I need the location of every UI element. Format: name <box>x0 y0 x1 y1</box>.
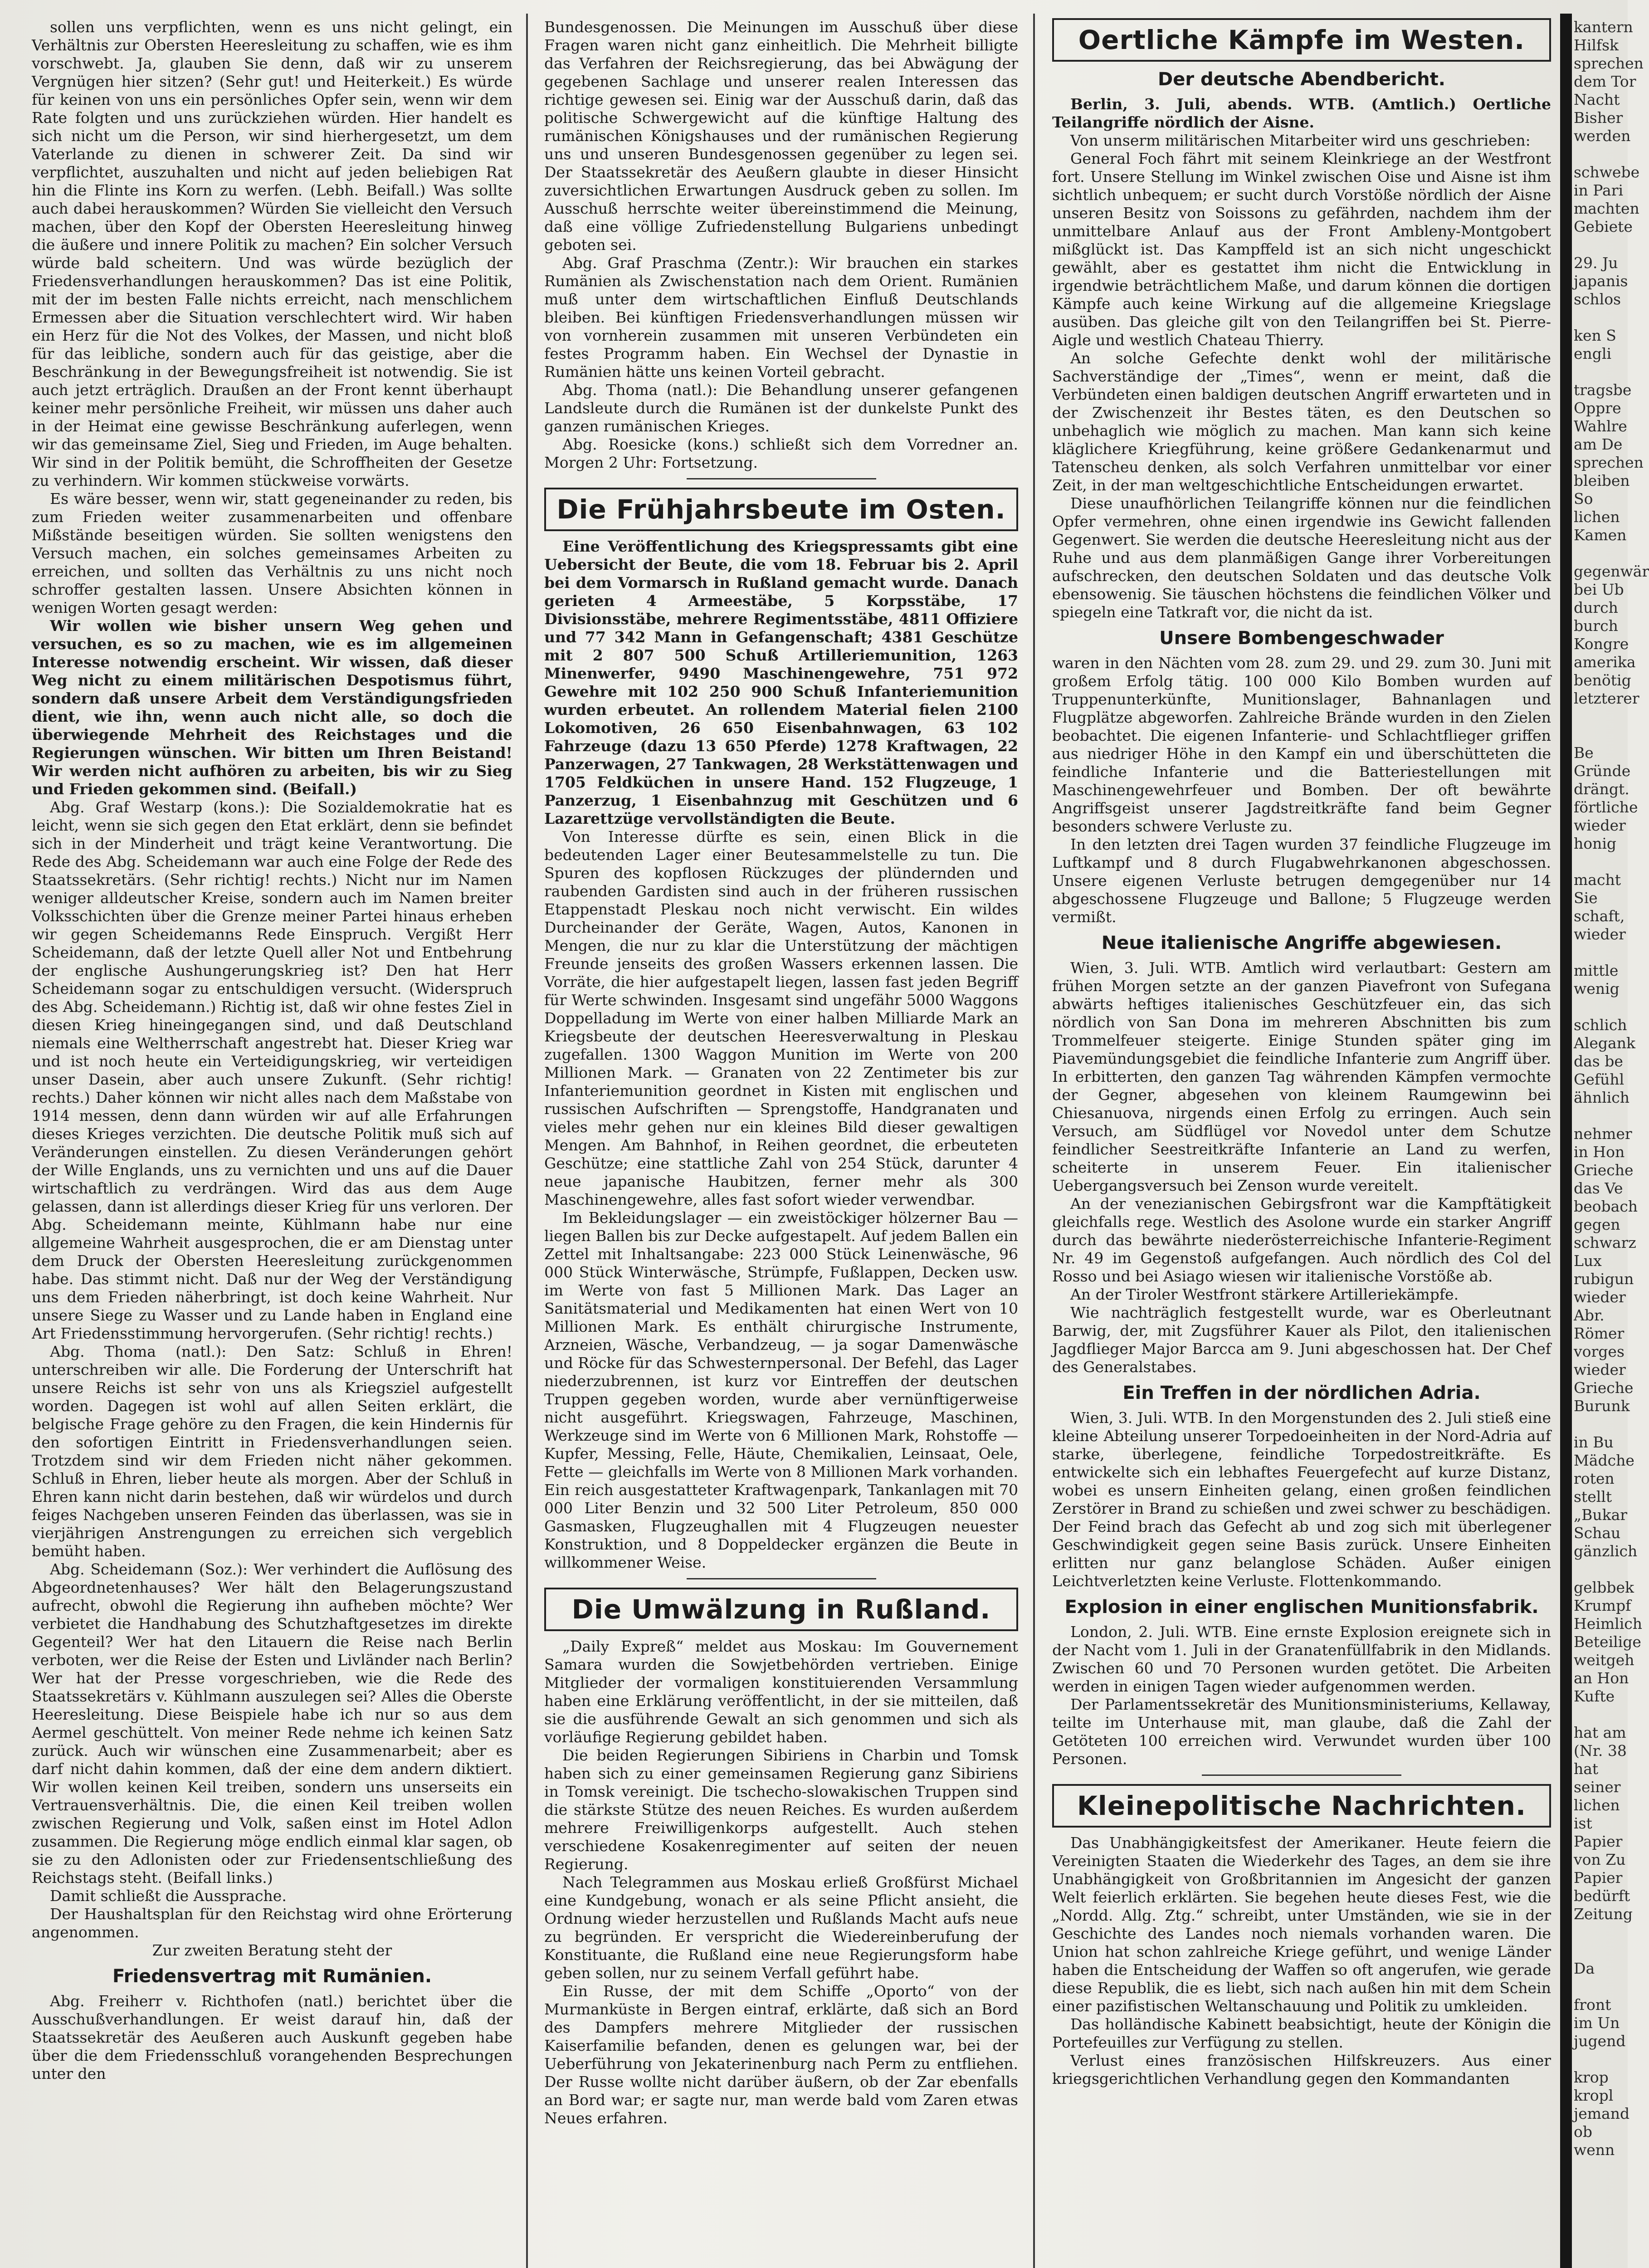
separator <box>687 1578 876 1579</box>
cutoff-line: bleiben <box>1574 472 1630 489</box>
paragraph: Abg. Thoma (natl.): Den Satz: Schluß in Ehren! unterschreiben wir alle. Die Forderung der Unterschrift hat unsere Reichs ist sehr von uns als Kriegsziel aufgestellt worden. Dagegen ist wohl auf allen Seiten erklärt, die belgische Frage gehöre zu den Fragen, die kein Hindernis für den sofortigen Eintritt in Friedensverhandlungen seien. Trotzdem sind wir dem Frieden nicht näher gekommen. Schluß in Ehren, lieber heute als morgen. Aber der Schluß in Ehren kann nicht darin bestehen, daß wir würdelos und durch feiges Nachgeben unseren Feinden das überlassen, was sie in vierjährigen Anstrengungen zu erreichen sich vergeblich bemüht haben. <box>32 1343 512 1560</box>
cutoff-line <box>1574 726 1628 744</box>
paragraph: Der Parlamentssekretär des Munitionsministeriums, Kellaway, teilte im Unterhause mit, man glaube, daß die Zahl der Getöteten 100 erreichen wird. Verwundet wurden über 100 Personen. <box>1052 1696 1551 1768</box>
cutoff-line: rubigun <box>1574 1270 1634 1288</box>
cutoff-line: ähnlich <box>1574 1089 1630 1106</box>
cutoff-line <box>1574 1941 1628 1960</box>
cutoff-line: an Hon <box>1574 1669 1629 1687</box>
cutoff-line: honig <box>1574 835 1617 852</box>
cutoff-line <box>1574 145 1628 163</box>
cutoff-line: vorges <box>1574 1343 1625 1360</box>
cutoff-line: stellt <box>1574 1488 1612 1505</box>
cutoff-line: kropl <box>1574 2087 1614 2104</box>
paragraph: Berlin, 3. Juli, abends. WTB. (Amtlich.) Oertliche Teilangriffe nördlich der Aisne. <box>1052 95 1551 131</box>
paragraph: Abg. Freiherr v. Richthofen (natl.) berichtet über die Ausschußverhandlungen. Er weist darauf hin, daß der Staatssekretär des Aeußeren auch Auskunft gegeben habe über die dem Friedensschluß vorangehenden Besprechungen unter den <box>32 1992 512 2082</box>
paragraph: Diese unaufhörlichen Teilangriffe können nur die feindlichen Opfer vermehren, ohne einen irgendwie ins Gewicht fallenden Gegenwert. Sie werden die deutsche Heeresleitung nicht aus der Ruhe und aus dem planmäßigen Gange ihrer Vorbereitungen aufschrecken, den deutschen Soldaten und das deutsche Volk ebensowenig. Sie täuschen höchstens die feindlichen Völker und spiegeln eine Tatkraft vor, die nicht da ist. <box>1052 494 1551 621</box>
cutoff-line: Kufte <box>1574 1687 1615 1705</box>
cutoff-line <box>1574 1978 1628 1996</box>
section-subheading: Unsere Bombengeschwader <box>1159 628 1444 649</box>
cutoff-line: das Ve <box>1574 1179 1623 1197</box>
cutoff-line: 29. Ju <box>1574 254 1618 272</box>
cutoff-line: japanis <box>1574 272 1628 290</box>
cutoff-line: Papier <box>1574 1833 1623 1850</box>
cutoff-line: krop <box>1574 2068 1609 2086</box>
paragraph: An der Tiroler Westfront stärkere Artilleriekämpfe. <box>1070 1286 1459 1303</box>
cutoff-line: in Pari <box>1574 181 1624 199</box>
paragraph: Es wäre besser, wenn wir, statt gegeneinander zu reden, bis zum Frieden weiter zusammenarbeiten und offenbare Mißstände beseitigen würden. Sie sollten wenigstens den Versuch machen, ein solches gemeinsames Arbeiten zu erreichen, und sollten das Verhältnis zu uns nicht noch schroffer gestalten lassen. Unsere Absichten können in wenigen Worten gesagt werden: <box>32 490 512 616</box>
paragraph: Wie nachträglich festgestellt wurde, war es Oberleutnant Barwig, der, mit Zugsführer Kauer als Pilot, den italienischen Jagdflieger Major Barcca am 9. Juni abgeschossen hat. Der Chef des Generalstabes. <box>1052 1304 1551 1376</box>
cutoff-line: im Un <box>1574 2014 1620 2032</box>
separator <box>687 478 876 479</box>
cutoff-line: gegenwär <box>1574 562 1649 580</box>
cutoff-line: sprechen <box>1574 54 1644 72</box>
cutoff-line: kantern <box>1574 18 1633 36</box>
cutoff-line: seiner <box>1574 1778 1621 1796</box>
cutoff-line: dem Tor <box>1574 73 1636 90</box>
cutoff-line: gelbbek <box>1574 1579 1634 1596</box>
page-fold-shadow <box>1560 14 1572 2268</box>
cutoff-line: Nacht <box>1574 91 1620 108</box>
paragraph: sollen uns verpflichten, wenn es uns nicht gelingt, ein Verhältnis zur Obersten Heeresleitung zu schaffen, wie es ihm vorschwebt. Ja, glauben Sie denn, daß wir zu unserem Vergnügen hier sitzen? (Sehr gut! und Heiterkeit.) Es würde für keinen von uns ein persönliches Opfer sein, wenn wir dem Rate folgten und uns zurückziehen würden. Hier handelt es sich nicht um die Person, wir sind hierhergesetzt, um dem Vaterlande zu dienen in schwerer Zeit. Da sind wir verpflichtet, auszuhalten und nicht auf jeden beliebigen Rat hin die Flinte ins Korn zu werfen. (Lebh. Beifall.) Was sollte auch dabei herauskommen? Würden Sie vielleicht den Versuch machen, über den Kopf der Obersten Heeresleitung hinweg die äußere und innere Politik zu machen? Ein solcher Versuch würde bald scheitern. Und was würde bezüglich der Friedensverhandlungen herauskommen? Das ist eine Politik, mit der im besten Falle nichts erreicht, nach menschlichem Ermessen aber die Situation verschlechtert wird. Wir haben ein Herz für die Not des Volkes, der Massen, und nicht bloß für das leibliche, sondern auch für das geistige, aber die Beschränkung in der Bewegungsfreiheit ist notwendig. Sie ist auch jetzt erträglich. Draußen an der Front kennt überhaupt keiner mehr persönliche Freiheit, wir müssen uns daher auch in der Heimat eine gewisse Beschränkung auferlegen, wenn wir das gemeinsame Ziel, Sieg und Frieden, im Auge behalten. Wir sind in der Politik bemüht, die Schroffheiten der Gesetze zu verhindern. Wir kommen stückweise vorwärts. <box>32 18 512 489</box>
cutoff-line <box>1574 2050 1628 2068</box>
paragraph: Damit schließt die Aussprache. <box>50 1887 287 1905</box>
cutoff-line: Kongre <box>1574 635 1629 653</box>
cutoff-line: werden <box>1574 127 1631 145</box>
cutoff-line: schaft, <box>1574 907 1625 925</box>
cutoff-line: Alegank <box>1574 1034 1635 1052</box>
section-subheading: Ein Treffen in der nördlichen Adria. <box>1122 1383 1481 1403</box>
paragraph: Der Haushaltsplan für den Reichstag wird ohne Erörterung angenommen. <box>32 1905 512 1941</box>
cutoff-line: von Zu <box>1574 1851 1626 1868</box>
cutoff-line: Kamen <box>1574 526 1627 544</box>
cutoff-line: ken S <box>1574 327 1616 344</box>
cutoff-line: wieder <box>1574 925 1626 943</box>
column-1 <box>32 18 512 2268</box>
paragraph: waren in den Nächten vom 28. zum 29. und 29. zum 30. Juni mit großem Erfolg tätig. 100 000 Kilo Bomben wurden auf Truppenunterkünfte, Munitionslager, Bahnanlagen und Flugplätze abgeworfen. Zahlreiche Brände wurden in den Zielen beobachtet. Die eigenen Infanterie- und Schlachtflieger griffen aus niedriger Höhe in den Kampf ein und überschütteten die feindliche Infanterie und die Batteriestellungen mit Maschinengewehrfeuer und Bomben. Der oft bewährte Angriffsgeist unserer Jagdstreitkräfte fand beim Gegner besonders schwere Verluste zu. <box>1052 654 1551 835</box>
cutoff-line: beobach <box>1574 1198 1638 1215</box>
paragraph: In den letzten drei Tagen wurden 37 feindliche Flugzeuge im Luftkampf und 8 durch Flugabwehrkanonen abgeschossen. Unsere eigenen Verluste betrugen demgegenüber nur 14 abgeschossene Flugzeuge und Ballone; 5 Flugzeuge werden vermißt. <box>1052 836 1551 926</box>
cutoff-line: hat <box>1574 1760 1599 1778</box>
paragraph: An der venezianischen Gebirgsfront war die Kampftätigkeit gleichfalls rege. Westlich des Asolone wurde ein starker Angriff durch das bewährte niederösterreichische Infanterie-Regiment Nr. 49 im Gegenstoß aufgefangen. Auch nördlich des Col del Rosso und bei Asiago wiesen wir italienische Vorstöße ab. <box>1052 1195 1551 1285</box>
paragraph: Abg. Scheidemann (Soz.): Wer verhindert die Auflösung des Abgeordnetenhauses? Wer hält den Belagerungszustand aufrecht, obwohl die Regierung ihn aufheben möchte? Wer verbietet die Handhabung des Schutzhaftgesetzes im direkte Gegenteil? Wer hat den Litauern die Reise nach Berlin verboten, wer die Reise der Esten und Livländer nach Berlin? Wer hat der Presse vorgeschrieben, wie die Rede des Staatssekretärs v. Kühlmann auszulegen sei? Alles die Oberste Heeresleitung. Diese Beispiele habe ich nur so aus dem Aermel geschüttelt. Von meiner Rede nehme ich keinen Satz zurück. Auch wir wünschen eine Zusammenarbeit; aber es darf nicht dahin kommen, daß der eine dem andern diktiert. Wir wollen keinen Keil treiben, sondern uns unserseits ein Vertrauensverhältnis. Die, die einen Keil treiben wollen zwischen Regierung und Volk, saßen einst im Hotel Adlon zusammen. Die Regierung möge endlich einmal klar sagen, ob sie zu den Adlonisten oder zur Friedensentschließung des Reichstags steht. (Beifall links.) <box>32 1560 512 1887</box>
cutoff-line: in Hon <box>1574 1143 1625 1161</box>
paragraph: Im Bekleidungslager — ein zweistöckiger hölzerner Bau — liegen Ballen bis zur Decke aufgestapelt. Auf jedem Ballen ein Zettel mit Inhaltsangabe: 223 000 Stück Leinenwäsche, 96 000 Stück Winterwäsche, Strümpfe, Fußlappen, Decken usw. im Werte von fast 5 Millionen Mark. Das Lager an Sanitätsmaterial und Medikamenten hat einen Wert von 10 Millionen Mark. Es enthält chirurgische Instrumente, Arzneien, Wäsche, Verbandzeug, — ja sogar Damenwäsche und Röcke für das Schwesternpersonal. Der Befehl, das Lager niederzubrennen, ist kurz vor Eintreffen der deutschen Truppen gegeben worden, wurde aber vernünftigerweise nicht ausgeführt. Kriegswagen, Fahrzeuge, Maschinen, Werkzeuge sind im Werte von 6 Millionen Mark, Rohstoffe — Kupfer, Messing, Felle, Häute, Chemikalien, Leinsaat, Oele, Fette — gleichfalls im Werte von 8 Millionen Mark vorhanden. Ein reich ausgestatteter Kraftwagenpark, Tankanlagen mit 70 000 Liter Benzin und 32 500 Liter Petroleum, 850 000 Gasmasken, Flugzeughallen mit 4 Flugzeugen neuester Konstruktion, und 8 Doppeldecker ergänzen die Beute in willkommener Weise. <box>544 1209 1018 1571</box>
cutoff-line: lichen <box>1574 508 1620 526</box>
cutoff-line: in Bu <box>1574 1433 1614 1451</box>
cutoff-line: Gebiete <box>1574 218 1633 235</box>
paragraph: Abg. Roesicke (kons.) schließt sich dem Vorredner an. Morgen 2 Uhr: Fortsetzung. <box>544 435 1018 471</box>
cutoff-line: ist <box>1574 1814 1592 1832</box>
paragraph: Abg. Graf Westarp (kons.): Die Sozialdemokratie hat es leicht, wenn sie sich gegen den Etat erklärt, denn sie befindet sich in der Minderheit und trägt keine Verantwortung. Die Rede des Abg. Scheidemann war auch eine Folge der Rede des Staatssekretärs. (Sehr richtig! rechts.) Nicht nur im Namen weniger alldeutscher Kreise, sondern auch im Namen breiter Volksschichten über die Grenze meiner Partei hinaus erheben wir gegen Scheidemanns Rede Einspruch. Vergißt Herr Scheidemann, daß der letzte Quell aller Not und Entbehrung der englische Aushungerungskrieg ist? Den hat Herr Scheidemann sogar zu entschuldigen versucht. (Widerspruch des Abg. Scheidemann.) Richtig ist, daß wir ohne festes Ziel in diesen Krieg hineingegangen sind, und daß Deutschland niemals eine Weltherrschaft angestrebt hat. Dieser Krieg war und ist noch heute ein Verteidigungskrieg, wir verteidigen unser Dasein, aber auch unsere Zukunft. (Sehr richtig! rechts.) Daher können wir nicht alles nach dem Maßstabe von 1914 messen, denn dann würden wir auf alle Erfahrungen dieses Krieges verzichten. Die deutsche Politik muß sich auf Veränderungen einstellen. Zu diesen Veränderungen gehört der Wille Englands, uns zu vernichten und uns auf die Dauer wirtschaftlich zu verdrängen. Wird das aus dem Auge gelassen, dann ist allerdings dieser Krieg für uns verloren. Der Abg. Scheidemann meinte, Kühlmann habe nur eine allgemeine Wahrheit ausgesprochen, die er am Dienstag unter dem Druck der Obersten Heeresleitung zurückgenommen habe. Das stimmt nicht. Daß nur der Weg der Verständigung uns dem Frieden näherbringt, ist doch keine Wahrheit. Nur unsere Siege zu Wasser und zu Lande haben in England eine Art Friedensstimmung hervorgerufen. (Sehr richtig! rechts.) <box>32 798 512 1342</box>
section-subheading: Explosion in einer englischen Munitionsfabrik. <box>1064 1597 1539 1618</box>
article-headline: Die Umwälzung in Rußland. <box>544 1588 1018 1631</box>
cutoff-line: wieder <box>1574 1288 1626 1306</box>
paragraph: Verlust eines französischen Hilfskreuzers. Aus einer kriegsgerichtlichen Verhandlung gegen den Kommandanten <box>1052 2052 1551 2087</box>
cutoff-line: schlich <box>1574 1016 1627 1034</box>
cutoff-line: Krumpf <box>1574 1597 1631 1614</box>
cutoff-line: „Bukar <box>1574 1506 1628 1524</box>
cutoff-line: Burunk <box>1574 1397 1630 1415</box>
cutoff-line: Römer <box>1574 1325 1625 1342</box>
cutoff-line <box>1574 544 1628 562</box>
cutoff-line: (Nr. 38 <box>1574 1742 1627 1760</box>
cutoff-line: lichen <box>1574 1796 1620 1814</box>
column-2 <box>544 18 1018 2268</box>
cutoff-line: Wahlre <box>1574 417 1627 435</box>
cutoff-line: mittle <box>1574 962 1619 979</box>
cutoff-line: nehmer <box>1574 1125 1632 1143</box>
cutoff-line <box>1574 708 1628 726</box>
separator <box>1202 1774 1401 1776</box>
cutoff-line: amerika <box>1574 653 1636 671</box>
paragraph: Wien, 3. Juli. WTB. Amtlich wird verlautbart: Gestern am frühen Morgen setzte an der ganzen Piavefront von Sufegana abwärts heftiges italienisches Geschützfeuer ein, das sich nördlich von San Dona im mehreren Abschnitten bis zum Trommelfeuer steigerte. Einige Stunden später ging im Piavemündungsgebiet die feindliche Infanterie zum Angriff über. In erbitterten, den ganzen Tag währenden Kämpfen vermochte der Gegner, abgesehen von kleinem Raumgewinn bei Chiesanuova, nirgends einen Erfolg zu erringen. Auch sein Versuch, am Südflügel vor Novedol unter dem Schutze feindlicher Seestreitkräfte Infanterie an Land zu werfen, scheiterte in unserem Feuer. Ein italienischer Uebergangsversuch bei Zenson wurde vereitelt. <box>1052 959 1551 1194</box>
cutoff-line: Mädche <box>1574 1452 1634 1469</box>
cutoff-line: wenn <box>1574 2141 1615 2159</box>
paragraph: Abg. Thoma (natl.): Die Behandlung unserer gefangenen Landsleute durch die Rumänen ist der dunkelste Punkt des ganzen rumänischen Krieges. <box>544 381 1018 435</box>
cutoff-line <box>1574 1415 1628 1433</box>
paragraph: Von Interesse dürfte es sein, einen Blick in die bedeutenden Lager einer Beutesammelstelle zu tun. Die Spuren des kopflosen Rückzuges der plündernden und raubenden Gardisten sind auch in der früheren russischen Etappenstadt Pleskau noch nicht verwischt. Ein wildes Durcheinander der Geräte, Wagen, Autos, Kanonen in Mengen, die nur zu klar die Unterstützung der mächtigen Freunde jenseits des großen Wassers erkennen lassen. Die Vorräte, die hier aufgestapelt liegen, lassen fast jeden Begriff für Werte schwinden. Insgesamt sind ungefähr 5000 Waggons Doppelladung im Werte von einer halben Milliarde Mark an Kriegsbeute der deutschen Heeresverwaltung in Pleskau zugefallen. 1300 Waggon Munition im Werte von 200 Millionen Mark. — Granaten von 22 Zentimeter bis zur Infanteriemunition geordnet in Kisten mit englischen und russischen Aufschriften — Sprengstoffe, Handgranaten und vieles mehr gehen nur ein kleines Bild dieser gewaltigen Mengen. Am Bahnhof, in Reihen geordnet, die erbeuteten Geschütze; eine stattliche Zahl von 254 Stück, darunter 4 neue japanische Haubitzen, ferner mehr als 300 Maschinengewehre, alles fast sofort wieder verwendbar. <box>544 828 1018 1208</box>
cutoff-line: bedürft <box>1574 1887 1630 1905</box>
paragraph: Ein Russe, der mit dem Schiffe „Oporto“ von der Murmanküste in Bergen eintraf, erklärte, daß sich an Bord des Dampfers mehrere Mitglieder der russischen Kaiserfamilie befanden, denen es gelungen war, bei der Ueberführung von Jekaterinenburg nach Perm zu entfliehen. Der Russe wollte nicht darüber äußern, ob der Zar ebenfalls an Bord war; er sagte nur, man werde bald vom Zaren etwas Neues erfahren. <box>544 1982 1018 2127</box>
cutoff-line <box>1574 1107 1628 1125</box>
paragraph: Bundesgenossen. Die Meinungen im Ausschuß über diese Fragen waren nicht ganz einheitlich. Die Mehrheit billigte das Verfahren der Reichsregierung, das bei Abwägung der gegebenen Sachlage und unserer realen Interessen das richtige gewesen sei. Einig war der Ausschuß darin, daß das politische Schwergewicht auf die künftige Haltung des rumänischen Königshauses und der rumänischen Regierung uns und unseren Bundesgenossen gegenüber zu legen sei. Der Staatssekretär des Aeußern glaubte in dieser Hinsicht zuversichtlichen Erwartungen Ausdruck geben zu sollen. Im Ausschuß herrschte weiter übereinstimmend die Meinung, daß eine völlige Zufriedenstellung Bulgariens unbedingt geboten sei. <box>544 18 1018 254</box>
paragraph: Eine Veröffentlichung des Kriegspressamts gibt eine Uebersicht der Beute, die vom 18. Februar bis 2. April bei dem Vormarsch in Rußland gemacht wurde. Danach gerieten 4 Armeestäbe, 5 Korpsstäbe, 17 Divisionsstäbe, mehrere Regimentsstäbe, 4811 Offiziere und 77 342 Mann in Gefangenschaft; 4381 Geschütze mit 2 807 500 Schuß Artilleriemunition, 1263 Minenwerfer, 9490 Maschinengewehre, 751 972 Gewehre mit 102 250 900 Schuß Infanteriemunition wurden erbeutet. An rollendem Material fielen 2100 Lokomotiven, 26 650 Eisenbahnwagen, 63 102 Fahrzeuge (dazu 13 650 Pferde) 1278 Kraftwagen, 22 Panzerwagen, 27 Tankwagen, 28 Werkstättenwagen und 1705 Feldküchen in unsere Hand. 152 Flugzeuge, 1 Panzerzug, 1 Eisenbahnzug mit Geschützen und 6 Lazarettzüge vervollständigten die Beute. <box>544 538 1018 827</box>
cutoff-line <box>1574 998 1628 1016</box>
cutoff-line: Gefühl <box>1574 1070 1625 1088</box>
paragraph: Wir wollen wie bisher unsern Weg gehen und versuchen, es so zu machen, wie es im allgemeinen Interesse notwendig erscheint. Wir wissen, daß dieser Weg nicht zu einem militärischen Despotismus führt, sondern daß unsere Arbeit dem Verständigungsfrieden dient, wie ihn, wenn auch nicht alle, so doch die überwiegende Mehrheit des Reichstages und die Regierungen wünschen. Wir bitten um Ihren Beistand! Wir werden nicht aufhören zu arbeiten, bis wir zu Sieg und Frieden gekommen sind. (Beifall.) <box>32 617 512 798</box>
cutoff-line: letzterer <box>1574 689 1639 707</box>
cutoff-line <box>1574 853 1628 871</box>
cutoff-line: Bisher <box>1574 109 1623 127</box>
cutoff-line: wieder <box>1574 816 1626 834</box>
paragraph: Nach Telegrammen aus Moskau erließ Großfürst Michael eine Kundgebung, wonach er als seine Pflicht ansieht, die Ordnung wieder herzustellen und Rußlands Macht aufs neue zu begründen. Er verspricht die Wiedereinberufung der Konstituante, die Rußland eine neue Regierungsform habe geben sollen, nur zu seinem Verfall geführt habe. <box>544 1873 1018 1982</box>
paragraph: Das holländische Kabinett beabsichtigt, heute der Königin die Portefeuilles zur Verfügung zu stellen. <box>1052 2015 1551 2051</box>
cutoff-line <box>1574 1706 1628 1724</box>
cutoff-line: schwarz <box>1574 1234 1636 1251</box>
cutoff-line <box>1574 943 1628 962</box>
section-subheading: Friedensvertrag mit Rumänien. <box>112 1966 432 1987</box>
cutoff-line: hat am <box>1574 1724 1626 1741</box>
paragraph: An solche Gefechte denkt wohl der militärische Sachverständige der „Times“, wenn er meint, daß die Verbündeten einen baldigen deutschen Angriff erwarteten und in der Zwischenzeit ihr Bestes täten, es den Deutschen so unbehaglich wie möglich zu machen. Man kann sich keine kläglichere Kriegführung, keine größere Gedankenarmut und Tatenscheu denken, als solch Verfahren unmittelbar vor einer Zeit, in der man weltgeschichtliche Entscheidungen erwartet. <box>1052 349 1551 494</box>
paragraph: Abg. Graf Praschma (Zentr.): Wir brauchen ein starkes Rumänien als Zwischenstation nach dem Orient. Rumänien muß unter dem wirtschaftlichen Einfluß Deutschlands bleiben. Bei künftigen Friedensverhandlungen müssen wir von vornherein zusammen mit unseren Verbündeten ein festes Programm haben. Ein Wechsel der Dynastie in Rumänien hätte uns keinen Vorteil gebracht. <box>544 254 1018 381</box>
cutoff-line: Hilfsk <box>1574 36 1619 54</box>
paragraph: Das Unabhängigkeitsfest der Amerikaner. Heute feiern die Vereinigten Staaten die Wiederkehr des Tages, an dem sie ihre Unabhängigkeit von Großbritannien im Angesicht der ganzen Welt feierlich erklärten. Sie begehen heute dieses Fest, wie die „Nordd. Allg. Ztg.“ schreibt, unter Umständen, wie sie in der Geschichte des Landes noch niemals vorhanden waren. Die Union hat schon zahlreiche Kriege geführt, und wenige Länder haben die Entscheidung der Waffen so oft angerufen, wie gerade diese Republik, die es liebt, sich nach außen hin mit dem Schein einer pazifistischen Weltanschauung und Politik zu umkleiden. <box>1052 1834 1551 2015</box>
column-3 <box>1052 18 1551 2268</box>
cutoff-line: Beteilige <box>1574 1633 1641 1651</box>
cutoff-line: Gründe <box>1574 762 1631 780</box>
paragraph: General Foch fährt mit seinem Kleinkriege an der Westfront fort. Unsere Stellung im Winkel zwischen Oise und Aisne ist ihm sichtlich unbequem; er sucht durch Vorstöße nördlich der Aisne unseren Besitz von Soissons zu gefährden, nachdem ihm der unmittelbare Anlauf aus der Front Ambleny-Montgobert mißglückt ist. Das Kampffeld ist an sich nicht ungeschickt gewählt, aber es gestattet ihm nicht die Entwicklung in irgendwie beträchtlichem Maße, und darum können die dortigen Kämpfe auch keine Wirkung auf die allgemeine Kriegslage ausüben. Das gleiche gilt von den Teilangriffen bei St. Pierre-Aigle und westlich Chateau Thierry. <box>1052 150 1551 349</box>
paragraph: Wien, 3. Juli. WTB. In den Morgenstunden des 2. Juli stieß eine kleine Abteilung unserer Torpedoeinheiten in der Nord-Adria auf starke, überlegene, feindliche Torpedostreitkräfte. Es entwickelte sich ein lebhaftes Feuergefecht auf kurze Distanz, wobei es unsern Einheiten gelang, einen großen feindlichen Zerstörer in Brand zu schießen und zwei schwer zu beschädigen. Der Feind brach das Gefecht ab und zog sich mit überlegener Geschwindigkeit gegen seine Basis zurück. Unsere Einheiten erlitten nur ganz belanglose Schäden. Außer einigen Leichtverletzten keine Verluste. Flottenkommando. <box>1052 1409 1551 1590</box>
cutoff-line: schwebe <box>1574 163 1640 181</box>
cutoff-line: Heimlich <box>1574 1615 1642 1633</box>
cutoff-line: Lux <box>1574 1252 1602 1270</box>
cutoff-line: engli <box>1574 345 1612 362</box>
cutoff-line: bei Ub <box>1574 581 1624 598</box>
paragraph: London, 2. Juli. WTB. Eine ernste Explosion ereignete sich in der Nacht vom 1. Juli in der Granatenfüllfabrik in den Midlands. Zwischen 60 und 70 Personen wurden getötet. Die Arbeiten werden in einigen Tagen wieder aufgenommen werden. <box>1052 1623 1551 1695</box>
cutoff-line: weitgeh <box>1574 1651 1634 1669</box>
cutoff-line: Sie <box>1574 889 1598 907</box>
cutoff-line: gänzlich <box>1574 1542 1638 1560</box>
cutoff-line: am De <box>1574 435 1623 453</box>
cutoff-line: macht <box>1574 871 1621 889</box>
cutoff-line: Papier <box>1574 1869 1623 1887</box>
cutoff-line: Grieche <box>1574 1161 1634 1179</box>
column-rule <box>1033 14 1035 2268</box>
cutoff-line: burch <box>1574 617 1618 635</box>
cutoff-line: ob <box>1574 2123 1592 2141</box>
cutoff-line: machten <box>1574 200 1639 217</box>
paragraph: Die beiden Regierungen Sibiriens in Charbin und Tomsk haben sich zu einer gemeinsamen Regierung ganz Sibiriens in Tomsk vereinigt. Die tschecho-slowakischen Truppen sind die stärkste Stütze des neuen Reiches. Es wurden außerdem mehrere Freiwilligenkorps aufgestellt. Auch stehen verschiedene Kosakenregimenter auf seiten der neuen Regierung. <box>544 1746 1018 1873</box>
section-subheading: Der deutsche Abendbericht. <box>1158 69 1445 90</box>
cutoff-line: Zeitung <box>1574 1905 1633 1923</box>
paragraph: „Daily Expreß“ meldet aus Moskau: Im Gouvernement Samara wurden die Sowjetbehörden vertrieben. Einige Mitglieder der vormaligen konstituierenden Versammlung haben eine Erklärung veröffentlicht, in der sie mitteilen, daß sie die ausführende Gewalt an sich genommen und sich als vorläufige Regierung gebildet haben. <box>544 1637 1018 1746</box>
column-4-cutoff <box>1574 18 1649 2268</box>
cutoff-line: roten <box>1574 1470 1615 1487</box>
cutoff-line: wieder <box>1574 1361 1626 1378</box>
cutoff-line: förtliche <box>1574 798 1638 816</box>
cutoff-line: wenig <box>1574 980 1620 997</box>
cutoff-line <box>1574 308 1628 327</box>
article-headline: Kleinepolitische Nachrichten. <box>1052 1784 1551 1828</box>
cutoff-line: jemand <box>1574 2105 1630 2122</box>
cutoff-line: das be <box>1574 1052 1623 1070</box>
cutoff-line: drängt. <box>1574 780 1629 798</box>
cutoff-line: Abr. <box>1574 1306 1605 1324</box>
section-subheading: Neue italienische Angriffe abgewiesen. <box>1101 933 1502 953</box>
cutoff-line <box>1574 236 1628 254</box>
cutoff-line <box>1574 363 1628 381</box>
cutoff-line: sprechen <box>1574 454 1644 471</box>
cutoff-line: front <box>1574 1996 1611 2014</box>
cutoff-line: Schau <box>1574 1524 1621 1542</box>
cutoff-line: gegen <box>1574 1216 1620 1233</box>
cutoff-line: benötig <box>1574 671 1631 689</box>
cutoff-line: jugend <box>1574 2032 1626 2050</box>
cutoff-line: Grieche <box>1574 1379 1634 1397</box>
cutoff-line: tragsbe <box>1574 381 1632 399</box>
cutoff-line <box>1574 1560 1628 1579</box>
cutoff-line <box>1574 1923 1628 1941</box>
column-rule <box>526 14 528 2268</box>
cutoff-line: Oppre <box>1574 399 1621 417</box>
cutoff-line: durch <box>1574 599 1618 616</box>
paragraph: Von unserm militärischen Mitarbeiter wird uns geschrieben: <box>1070 132 1531 149</box>
cutoff-line: Da <box>1574 1960 1595 1977</box>
paragraph: Zur zweiten Beratung steht der <box>152 1941 392 1959</box>
article-headline: Die Frühjahrsbeute im Osten. <box>544 488 1018 531</box>
article-headline: Oertliche Kämpfe im Westen. <box>1052 18 1551 62</box>
cutoff-line: Be <box>1574 744 1594 762</box>
cutoff-line: So <box>1574 490 1593 508</box>
cutoff-line: schlos <box>1574 290 1621 308</box>
